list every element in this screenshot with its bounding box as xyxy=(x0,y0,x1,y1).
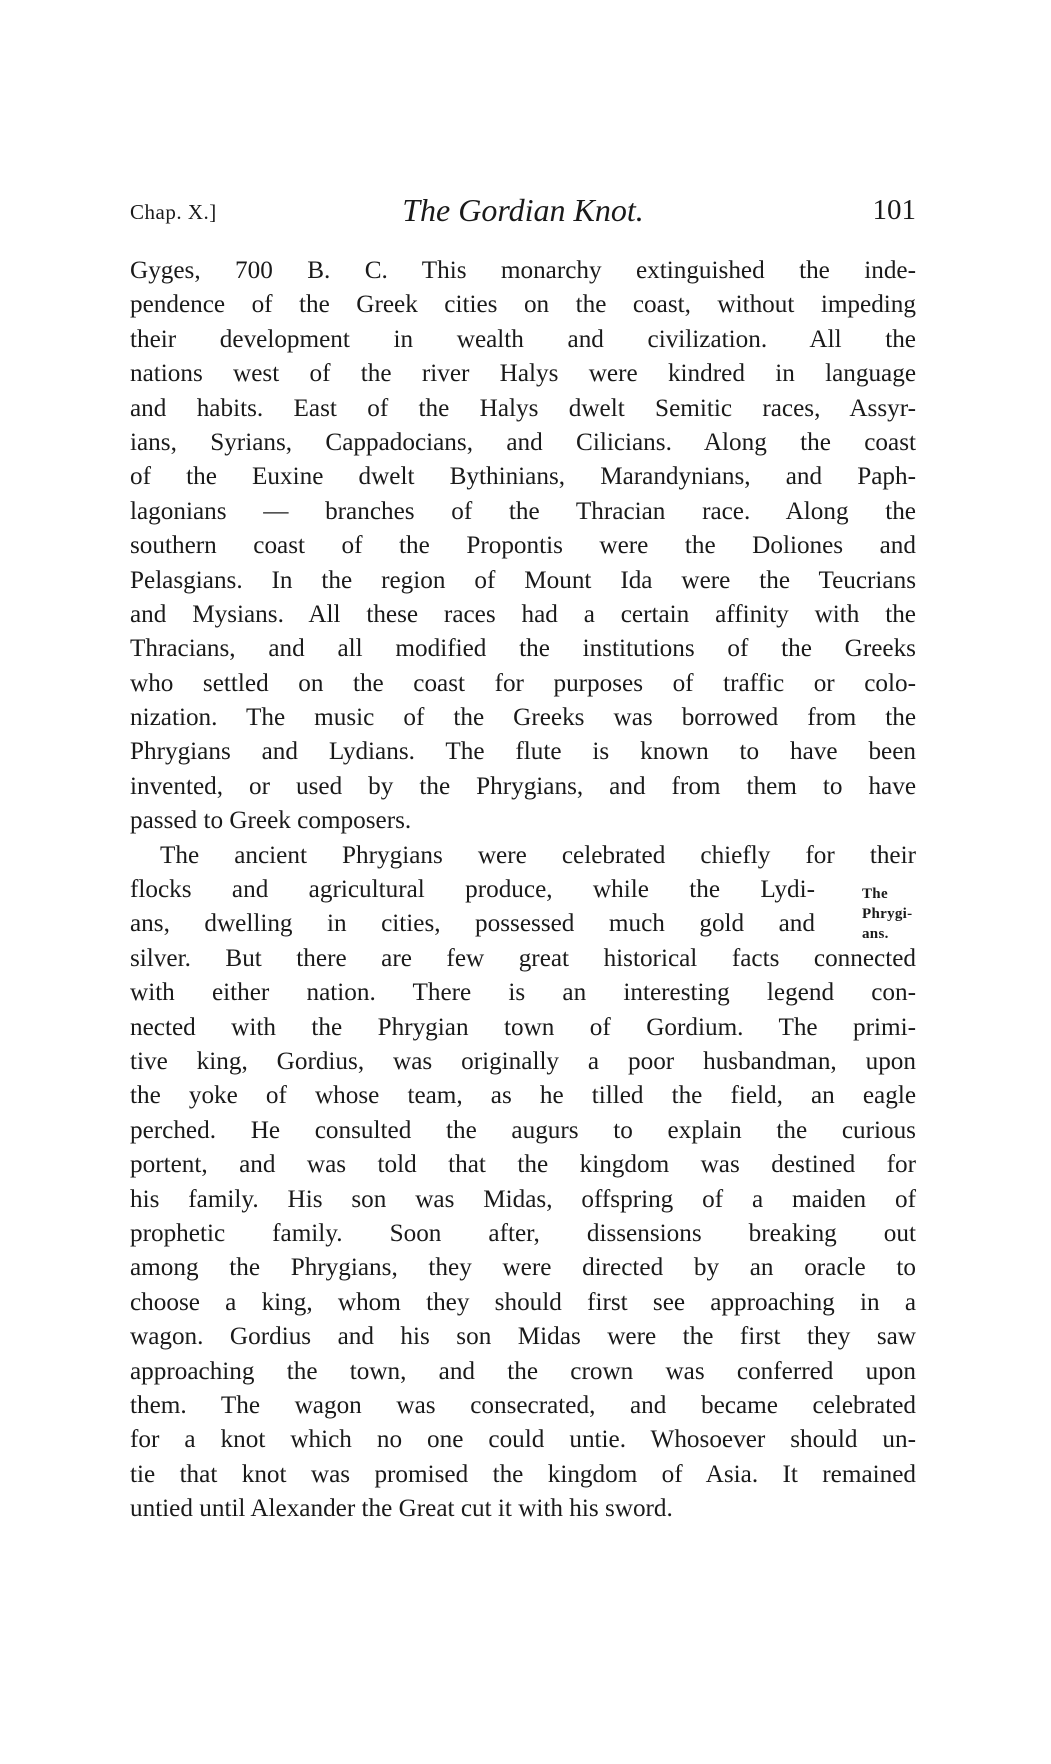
text-line: tive king, Gordius, was originally a poor husbandman, upon xyxy=(130,1047,916,1075)
text-line: untied until Alexander the Great cut it with his sword. xyxy=(130,1495,673,1523)
text-line: them. The wagon was consecrated, and became celebrated xyxy=(130,1391,916,1419)
text-line: Gyges, 700 B. C. This monarchy extinguished the inde- xyxy=(130,257,916,284)
page-number: 101 xyxy=(872,194,916,226)
text-line: southern coast of the Propontis were the Doliones and xyxy=(130,532,916,560)
text-line: Thracians, and all modified the institutions of the Greeks xyxy=(130,635,916,663)
text-line: his family. His son was Midas, offspring of a maiden of xyxy=(130,1185,916,1213)
marginal-note-line: The Phrygi- xyxy=(862,886,913,922)
text-line: the yoke of whose team, as he tilled the field, an eagle xyxy=(130,1082,916,1110)
text-line: who settled on the coast for purposes of traffic or colo- xyxy=(130,669,916,697)
running-head xyxy=(130,192,916,232)
marginal-note xyxy=(862,884,942,944)
text-line: perched. He consulted the augurs to explain the curious xyxy=(130,1116,916,1144)
text-line: Pelasgians. In the region of Mount Ida were the Teucrians xyxy=(130,566,916,594)
text-line: for a knot which no one could untie. Whosoever should un- xyxy=(130,1426,916,1454)
text-line: pendence of the Greek cities on the coast, without impeding xyxy=(130,291,916,319)
chapter-label: Chap. X.] xyxy=(130,200,217,224)
text-line: The ancient Phrygians were celebrated chiefly for their xyxy=(160,841,916,869)
text-line: flocks and agricultural produce, while the Lydi- xyxy=(130,876,815,904)
text-line: silver. But there are few great historical facts connected xyxy=(130,944,916,972)
text-line: wagon. Gordius and his son Midas were the first they saw xyxy=(130,1323,916,1351)
text-line: prophetic family. Soon after, dissensions breaking out xyxy=(130,1219,916,1247)
text-line: approaching the town, and the crown was conferred upon xyxy=(130,1357,916,1385)
text-line: their development in wealth and civilization. All the xyxy=(130,325,916,353)
text-line: choose a king, whom they should first see approaching in a xyxy=(130,1288,916,1316)
text-line: and habits. East of the Halys dwelt Semitic races, Assyr- xyxy=(130,394,916,422)
text-line: among the Phrygians, they were directed by an oracle to xyxy=(130,1254,916,1282)
page-title: The Gordian Knot. xyxy=(402,192,644,228)
text-line: ans, dwelling in cities, possessed much gold and xyxy=(130,910,815,938)
text-line: Phrygians and Lydians. The flute is known to have been xyxy=(130,738,916,766)
text-line: lagonians — branches of the Thracian race. Along the xyxy=(130,497,916,525)
text-line: tie that knot was promised the kingdom of Asia. It remained xyxy=(130,1460,916,1488)
paragraph-1 xyxy=(130,254,916,839)
text-line: nected with the Phrygian town of Gordium. The primi- xyxy=(130,1013,916,1041)
marginal-note-line: ans. xyxy=(862,926,889,942)
text-line: and Mysians. All these races had a certain affinity with the xyxy=(130,600,916,628)
text-line: ians, Syrians, Cappadocians, and Cilicians. Along the coast xyxy=(130,428,916,456)
text-line: passed to Greek composers. xyxy=(130,807,412,835)
body-text xyxy=(130,254,916,1526)
paragraph-2 xyxy=(130,839,916,1527)
text-line: of the Euxine dwelt Bythinians, Marandynians, and Paph- xyxy=(130,463,916,491)
text-line: with either nation. There is an interesting legend con- xyxy=(130,979,916,1007)
text-line: portent, and was told that the kingdom was destined for xyxy=(130,1151,916,1179)
text-line: nization. The music of the Greeks was borrowed from the xyxy=(130,704,916,732)
text-line: invented, or used by the Phrygians, and from them to have xyxy=(130,772,916,800)
text-line: nations west of the river Halys were kindred in language xyxy=(130,360,916,388)
